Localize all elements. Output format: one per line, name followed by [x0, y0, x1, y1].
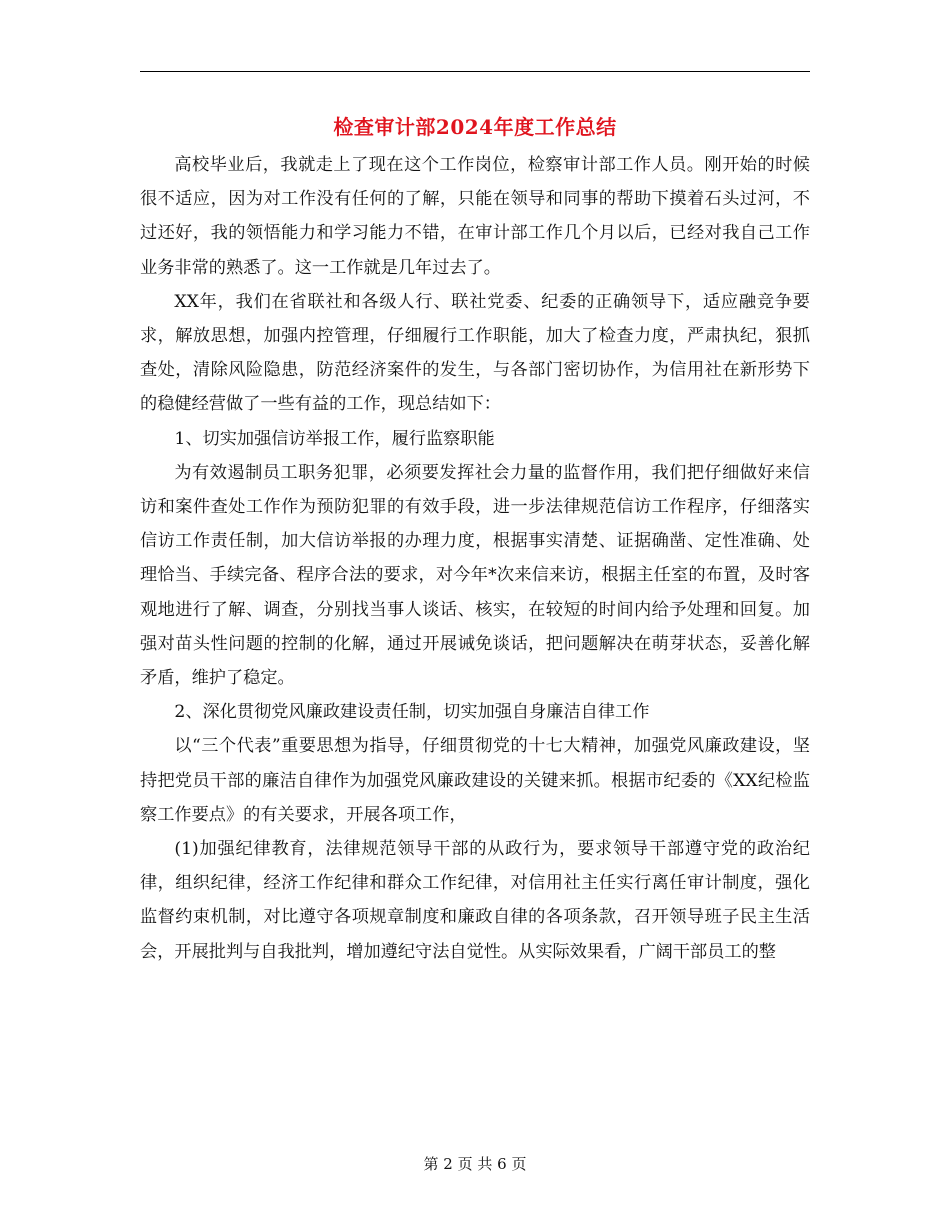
paragraph-section-2: 以“三个代表”重要思想为指导，仔细贯彻党的十七大精神，加强党风廉政建设，坚持把党员干部的廉洁自律作为加强党风廉政建设的关键来抓。根据市纪委的《XX纪检监察工作要点》的有关要求，开展各项工作，	[140, 736, 810, 825]
page-footer: 第 2 页 共 6 页	[423, 1155, 527, 1173]
section-heading-1: 1、切实加强信访举报工作，履行监察职能	[174, 428, 495, 449]
document-body	[140, 148, 810, 969]
section-heading-2: 2、深化贯彻党风廉政建设责任制，切实加强自身廉洁自律工作	[174, 702, 650, 723]
paragraph-intro: 高校毕业后，我就走上了现在这个工作岗位，检察审计部工作人员。刚开始的时候很不适应，因为对工作没有任何的了解，只能在领导和同事的帮助下摸着石头过河，不过还好，我的领悟能力和学习能力不错，在审计部工作几个月以后，已经对我自己工作业务非常的熟悉了。这一工作就是几年过去了。	[140, 155, 810, 278]
paragraph-summary: XX年，我们在省联社和各级人行、联社党委、纪委的正确领导下，适应融竞争要求，解放思想，加强内控管理，仔细履行工作职能，加大了检查力度，严肃执纪，狠抓查处，清除风险隐患，防范经济案件的发生，与各部门密切协作，为信用社在新形势下的稳健经营做了一些有益的工作，现总结如下：	[140, 291, 810, 415]
paragraph-item-1: (1)加强纪律教育，法律规范领导干部的从政行为，要求领导干部遵守党的政治纪律，组织纪律，经济工作纪律和群众工作纪律，对信用社主任实行离任审计制度，强化监督约束机制，对比遵守各项规章制度和廉政自律的各项条款，召开领导班子民主生活会，开展批判与自我批判，增加遵纪守法自觉性。从实际效果看，广阔干部员工的整	[140, 839, 810, 962]
paragraph-section-1: 为有效遏制员工职务犯罪，必须要发挥社会力量的监督作用，我们把仔细做好来信访和案件查处工作作为预防犯罪的有效手段，进一步法律规范信访工作程序，仔细落实信访工作责任制，加大信访举报的办理力度，根据事实清楚、证据确凿、定性准确、处理恰当、手续完备、程序合法的要求，对今年*次来信来访，根据主任室的布置，及时客观地进行了解、调查，分别找当事人谈话、核实，在较短的时间内给予处理和回复。加强对苗头性问题的控制的化解，通过开展诫免谈话，把问题解决在萌芽状态，妥善化解矛盾，维护了稳定。	[140, 462, 810, 689]
header-rule	[140, 71, 810, 72]
page-title: 检查审计部2024年度工作总结	[333, 115, 617, 139]
